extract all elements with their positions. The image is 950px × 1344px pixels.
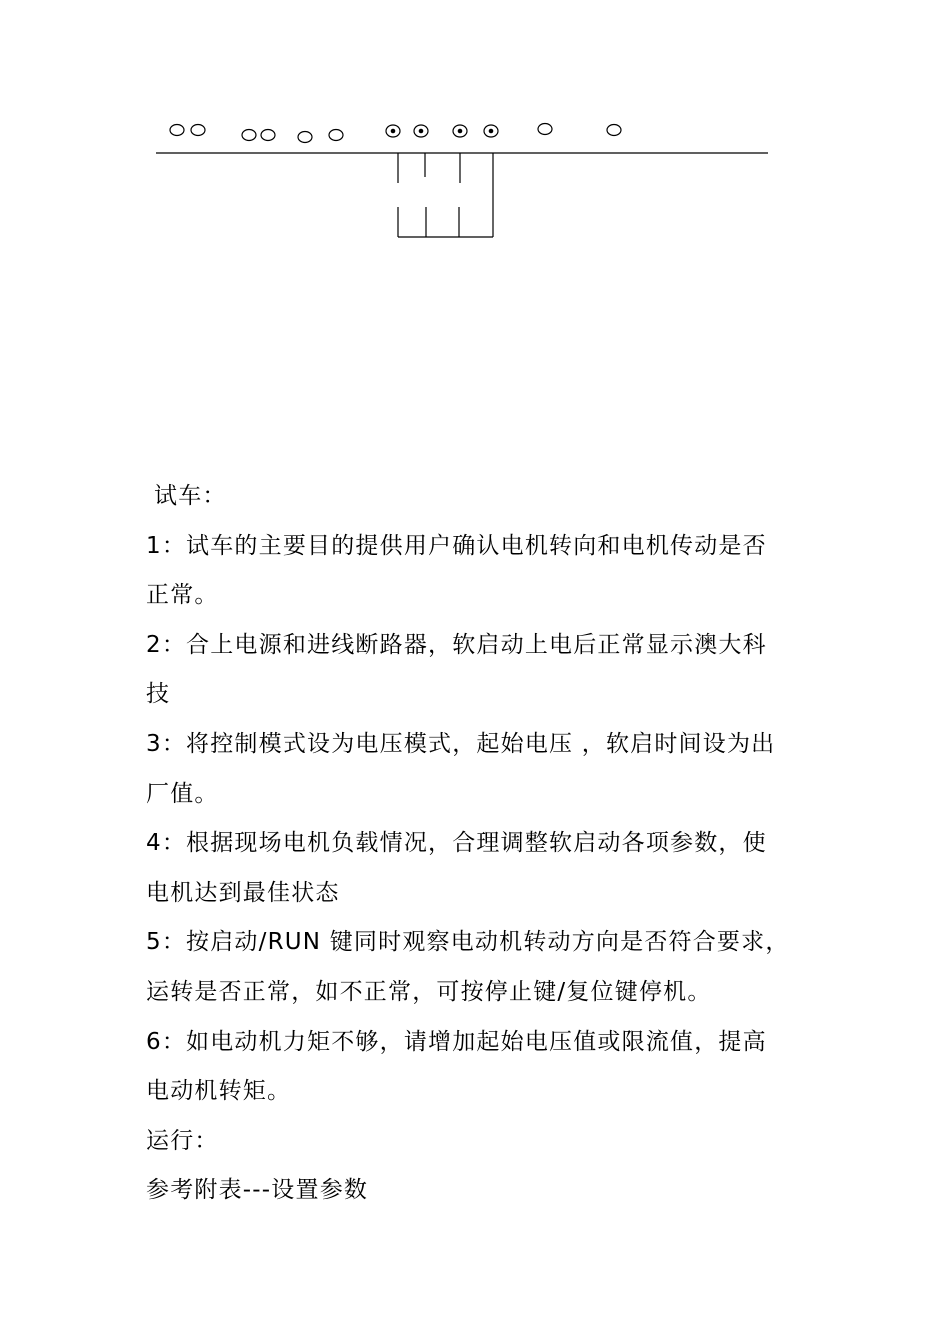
terminal-connected: [484, 125, 498, 137]
step-5-line-1: 5：按启动/RUN 键同时观察电动机转动方向是否符合要求，: [146, 929, 790, 956]
step-1-line-2: 正常。: [146, 582, 219, 609]
reference-line: 参考附表---设置参数: [146, 1177, 369, 1204]
section-heading-test: 试车：: [154, 483, 227, 509]
step-2-line-1: 2：合上电源和进线断路器，软启动上电后正常显示澳大科: [146, 631, 767, 658]
terminal-connected: [386, 125, 400, 137]
terminal-circle: [261, 130, 275, 141]
terminal-connected: [453, 125, 467, 137]
terminal-circle: [538, 124, 552, 135]
section-heading-run: 运行：: [146, 1127, 219, 1154]
terminal-circle: [191, 125, 205, 136]
step-6-line-1: 6：如电动机力矩不够，请增加起始电压值或限流值，提高: [146, 1028, 767, 1055]
step-2-line-2: 技: [146, 681, 171, 708]
terminal-circle: [607, 125, 621, 136]
step-5-line-2: 运转是否正常，如不正常，可按停止键/复位键停机。: [146, 978, 712, 1005]
step-4-line-1: 4：根据现场电机负载情况，合理调整软启动各项参数，使: [146, 830, 767, 857]
step-6-line-2: 电动机转矩。: [146, 1078, 292, 1105]
step-3-line-1: 3：将控制模式设为电压模式，起始电压 ，软启时间设为出: [146, 730, 776, 757]
terminal-circle: [242, 130, 256, 141]
terminal-circle: [298, 132, 312, 143]
terminal-circle: [170, 125, 184, 136]
document-body: [146, 472, 816, 1216]
terminal-connected: [414, 125, 428, 137]
step-3-line-2: 厂值。: [146, 780, 219, 807]
step-4-line-2: 电机达到最佳状态: [146, 879, 340, 906]
terminal-circle: [329, 130, 343, 141]
terminal-diagram: [0, 0, 950, 300]
step-1-line-1: 1：试车的主要目的提供用户确认电机转向和电机传动是否: [146, 532, 767, 559]
